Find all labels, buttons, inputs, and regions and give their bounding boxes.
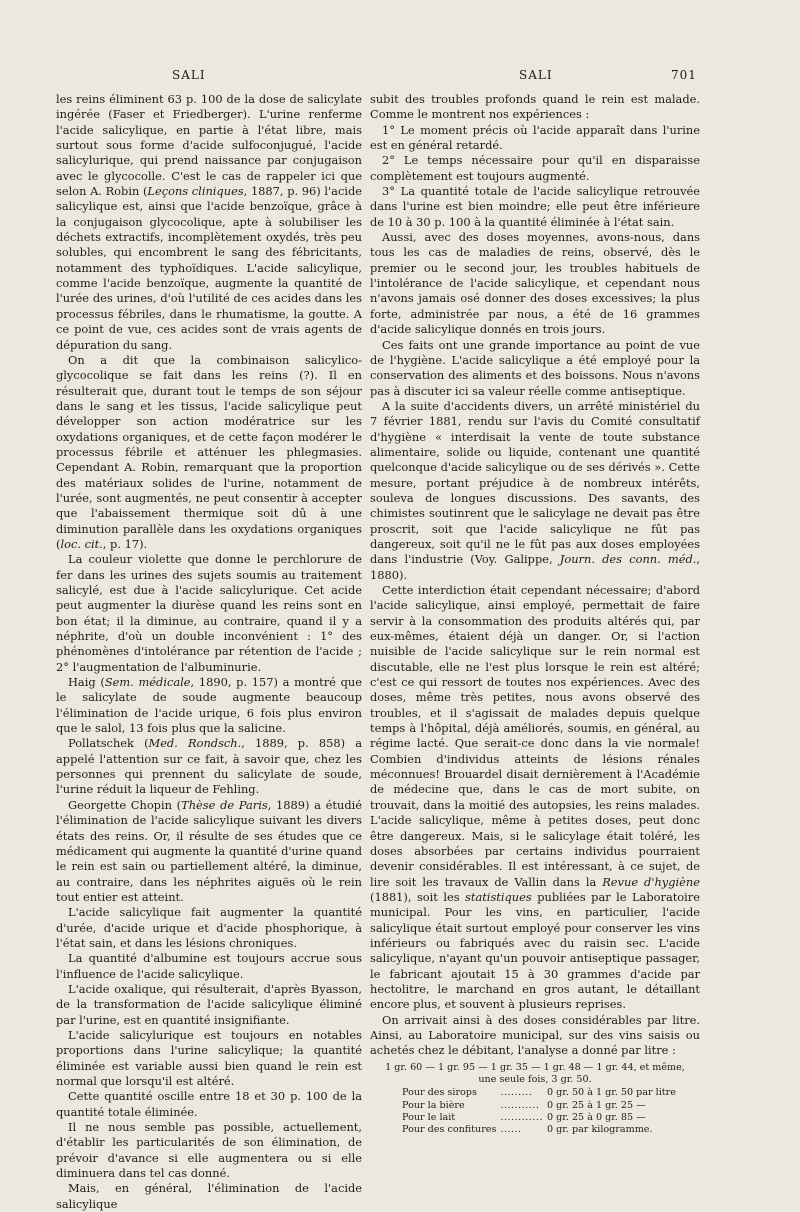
paragraph: Haig (Sem. médicale, 1890, p. 157) a montré que le salicylate de soude augmente beaucoup l'élimination de l'acide urique, 6 fois plus environ que le salol, 13 fois plus que la salicine. bbox=[56, 675, 362, 736]
row-leader: ........... bbox=[500, 1099, 540, 1111]
measurement-list bbox=[370, 1062, 700, 1137]
row-label: Pour la bière bbox=[402, 1099, 465, 1111]
header-right-title: SALI bbox=[519, 68, 553, 82]
row-label: Pour des sirops bbox=[402, 1087, 477, 1099]
row-value: 0 gr. 25 à 0 gr. 85 — bbox=[547, 1111, 646, 1123]
table-row bbox=[400, 1124, 678, 1136]
row-leader: ...... bbox=[500, 1124, 522, 1136]
paragraph: 1° Le moment précis où l'acide apparaît dans l'urine est en général retardé. bbox=[370, 122, 700, 153]
row-value: 0 gr. 50 à 1 gr. 50 par litre bbox=[547, 1087, 676, 1099]
paragraph: La couleur violette que donne le perchlorure de fer dans les urines des sujets soumis au traitement salicylé, est due à l'acide salicylurique. Cet acide peut augmenter la diurèse quand les reins sont en bon état; il la diminue, au contraire, quand il y a néphrite, d'où un double inconvénient : 1° des phénomènes d'intolérance par rétention de l'acide ; 2° l'augmentation de l'albuminurie. bbox=[56, 552, 362, 674]
measurement-line: 1 gr. 60 — 1 gr. 95 — 1 gr. 35 — 1 gr. 48 — 1 gr. 44, et même, bbox=[385, 1061, 685, 1073]
paragraph: L'acide salicylurique est toujours en notables proportions dans l'urine salicylique; la quantité éliminée est variable aussi bien quand le rein est normal que lorsqu'il est altéré. bbox=[56, 1027, 362, 1088]
table-row bbox=[400, 1100, 678, 1112]
paragraph: A la suite d'accidents divers, un arrêté ministériel du 7 février 1881, rendu sur l'avis du Comité consultatif d'hygiène « interdisait la vente de toute substance alimentaire, solide ou liquide, contenant une quantité quelconque d'acide salicylique ou de ses dérivés ». Cette mesure, portant préjudice à de nombreux intérêts, souleva de longues discussions. Des savants, des chimistes soutinrent que le salicylage ne devait pas être proscrit, soit que l'acide salicylique ne fût pas dangereux, soit qu'il ne le fût pas aux doses employées dans l'industrie (Voy. Galippe, Journ. des conn. méd., 1880). bbox=[370, 398, 701, 582]
row-leader: ......... bbox=[500, 1087, 533, 1099]
row-value: 0 gr. 25 à 1 gr. 25 — bbox=[547, 1099, 646, 1111]
row-value: 0 gr. par kilogramme. bbox=[547, 1124, 653, 1136]
table-row bbox=[400, 1112, 678, 1124]
paragraph: Cette interdiction était cependant nécessaire; d'abord l'acide salicylique, ainsi employé, permettait de faire servir à la consommation des produits altérés qui, par eux-mêmes, étaient déjà un danger. Or, si l'action nuisible de l'acide salicylique sur le rein normal est discutable, elle ne l'est plus lorsque le rein est altéré; c'est ce qui ressort de toutes nos expériences. Avec des doses, même très petites, nous avons observé des troubles, et il s'agissait de malades depuis quelque temps à l'hôpital, déjà améliorés, soumis, en général, au régime lacté. Que serait-ce donc dans la vie normale! Combien d'individus atteints de lésions rénales méconnues! Brouardel disait dernièrement à l'Académie de médecine que, dans le cas de mort subite, on trouvait, dans la moitié des autopsies, les reins malades. L'acide salicylique, même à petites doses, peut donc être dangereux. Mais, si le salicylage était toléré, les doses absorbées par certains individus pourraient devenir considérables. Il est intéressant, à ce sujet, de lire soit les travaux de Vallin dans la Revue d'hygiène (1881), soit les statistiques publiées par le Laboratoire municipal. Pour les vins, en particulier, l'acide salicylique était surtout employé pour conserver les vins inférieurs ou fabriqués avec du raisin sec. L'acide salicylique, n'ayant qu'un pouvoir antiseptique passager, le fabricant ajoutait 15 à 30 grammes d'acide par hectolitre, le marchand en gros autant, le détaillant encore plus, et souvent à plusieurs reprises. bbox=[370, 583, 700, 1012]
paragraph: Aussi, avec des doses moyennes, avons-nous, dans tous les cas de maladies de reins, observé, dès le premier ou le second jour, les troubles habituels de l'intolérance de l'acide salicylique, et cependant nous n'avons jamais osé donner des doses excessives; la plus forte, administrée par nous, a été de 16 grammes d'acide salicylique donnés en trois jours. bbox=[370, 230, 700, 337]
paragraph: On a dit que la combinaison salicylico-glycocolique se fait dans les reins (?). Il en résulterait que, durant tout le temps de son séjour dans le sang et les tissus, l'acide salicylique peut développer son action modératrice sur les oxydations organiques, et de cette façon modérer le processus fébrile et atténuer les phlegmasies. Cependant A. Robin, remarquant que la proportion des matériaux solides de l'urine, notamment de l'urée, sont augmentés, ne peut consentir à accepter que l'abaissement thermique soit dû à une diminution parallèle dans les oxydations organiques (loc. cit., p. 17). bbox=[56, 352, 362, 551]
paragraph: L'acide salicylique fait augmenter la quantité d'urée, d'acide urique et d'acide phosphorique, à l'état sain, et dans les lésions chroniques. bbox=[56, 905, 362, 950]
row-label: Pour le lait bbox=[402, 1111, 456, 1123]
left-column bbox=[56, 92, 362, 1212]
paragraph: La quantité d'albumine est toujours accrue sous l'influence de l'acide salicylique. bbox=[56, 951, 362, 981]
header-left-title: SALI bbox=[172, 68, 206, 82]
paragraph: 3° La quantité totale de l'acide salicylique retrouvée dans l'urine est bien moindre; elle peut être inférieure de 10 à 30 p. 100 à la quantité éliminée à l'état sain. bbox=[370, 184, 700, 229]
paragraph: Ces faits ont une grande importance au point de vue de l'hygiène. L'acide salicylique a été employé pour la conservation des aliments et des boissons. Nous n'avons pas à discuter ici sa valeur réelle comme antiseptique. bbox=[370, 337, 700, 398]
table-row bbox=[400, 1087, 678, 1099]
paragraph: Mais, en général, l'élimination de l'acide salicylique bbox=[56, 1181, 362, 1211]
paragraph: Georgette Chopin (Thèse de Paris, 1889) a étudié l'élimination de l'acide salicylique suivant les divers états des reins. Or, il résulte de ses études que ce médicament qui augmente la quantité d'urine quand le rein est sain ou partiellement altéré, la diminue, au contraire, dans les néphrites aiguës où le rein tout entier est atteint. bbox=[56, 797, 362, 904]
running-header bbox=[0, 68, 800, 84]
paragraph: Pollatschek (Med. Rondsch., 1889, p. 858) a appelé l'attention sur ce fait, à savoir que, chez les personnes qui prennent du salicylate de soude, l'urine réduit la liqueur de Fehling. bbox=[56, 736, 362, 797]
paragraph: subit des troubles profonds quand le rein est malade. Comme le montrent nos expériences : bbox=[370, 92, 700, 122]
page-number: 701 bbox=[671, 68, 697, 82]
row-leader: ............ bbox=[500, 1111, 544, 1123]
row-label: Pour des confitures bbox=[402, 1124, 497, 1136]
paragraph: L'acide oxalique, qui résulterait, d'après Byasson, de la transformation de l'acide salicylique éliminé par l'urine, est en quantité insignifiante. bbox=[56, 981, 362, 1027]
paragraph: Cette quantité oscille entre 18 et 30 p. 100 de la quantité totale éliminée. bbox=[56, 1089, 362, 1119]
paragraph: On arrivait ainsi à des doses considérables par litre. Ainsi, au Laboratoire municipal, sur des vins saisis ou achetés chez le débitant, l'analyse a donné par litre : bbox=[370, 1012, 700, 1058]
measurement-line: une seule fois, 3 gr. 50. bbox=[478, 1073, 592, 1085]
paragraph: Il ne nous semble pas possible, actuellement, d'établir les particularités de son élimination, de prévoir d'avance si elle augmentera ou si elle diminuera dans tel cas donné. bbox=[56, 1120, 362, 1181]
paragraph: les reins éliminent 63 p. 100 de la dose de salicylate ingérée (Faser et Friedberger). L'urine renferme l'acide salicylique, en partie à l'état libre, mais surtout sous forme d'acide sulfoconjugué, l'acide salicylurique, qui prend naissance par conjugaison avec le glycocolle. C'est le cas de rappeler ici que selon A. Robin (Leçons cliniques, 1887, p. 96) l'acide salicylique est, ainsi que l'acide benzoïque, grâce à la conjugaison glycocolique, apte à solubiliser les déchets extractifs, incomplètement oxydés, très peu solubles, qui encombrent le sang des fébricitants, notamment des typhoïdiques. L'acide salicylique, comme l'acide benzoïque, augmente la quantité de l'urée des urines, d'où l'utilité de ces acides dans les processus fébriles, dans le rhumatisme, la goutte. A ce point de vue, ces acides sont de vrais agents de dépuration du sang. bbox=[56, 92, 363, 352]
paragraph: 2° Le temps nécessaire pour qu'il en disparaisse complètement est toujours augmenté. bbox=[370, 153, 700, 183]
right-column bbox=[370, 92, 700, 1136]
measurement-table bbox=[400, 1087, 678, 1136]
